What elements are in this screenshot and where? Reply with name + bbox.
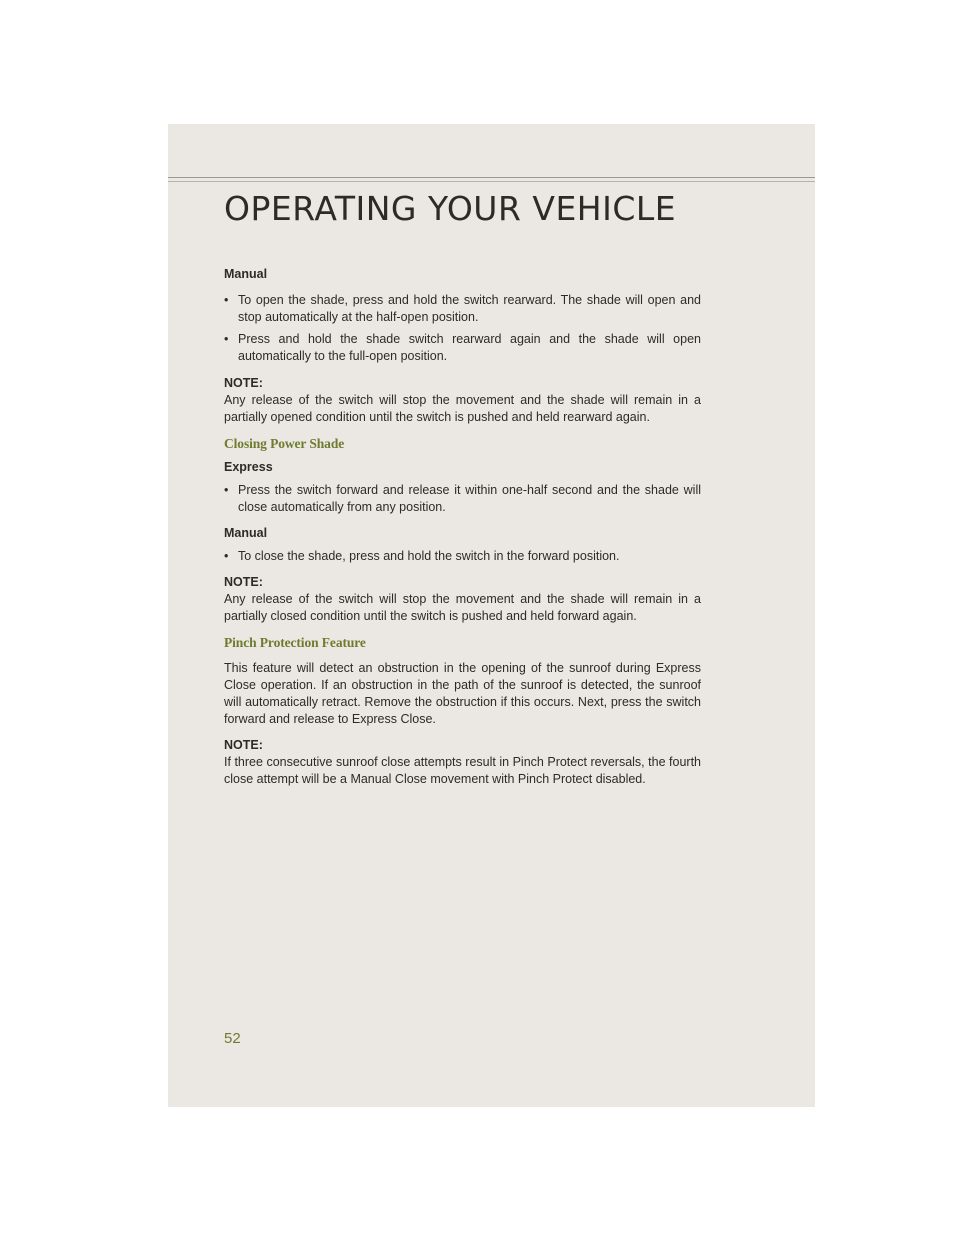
note-label: NOTE: <box>224 376 263 390</box>
list-item-text: To close the shade, press and hold the switch in the forward position. <box>238 549 620 563</box>
list-item-text: Press and hold the shade switch rearward again and the shade will open automatically to the full-open position. <box>238 332 701 363</box>
header-rule-bottom <box>168 181 815 182</box>
manual-close-label: Manual <box>224 526 268 540</box>
manual-close-list <box>224 548 701 565</box>
list-item <box>224 482 701 516</box>
list-item-text: To open the shade, press and hold the switch rearward. The shade will open and stop automatically at the half-open position. <box>238 293 701 324</box>
header-rule-top <box>168 177 815 178</box>
page-content <box>224 266 701 788</box>
closing-power-shade-heading: Closing Power Shade <box>224 436 345 451</box>
pinch-protection-text: This feature will detect an obstruction in the opening of the sunroof during Express Close operation. If an obstruction in the path of the sunroof is detected, the sunroof will automatically retract. Remove the obstruction if this occurs. Next, press the switch forward and release to Express Close. <box>224 661 701 726</box>
page-number: 52 <box>224 1030 241 1047</box>
list-item <box>224 548 701 565</box>
manual-open-label: Manual <box>224 267 268 281</box>
manual-open-list <box>224 292 701 365</box>
manual-page <box>168 124 815 1107</box>
note-label: NOTE: <box>224 575 263 589</box>
list-item <box>224 292 701 326</box>
note-text: Any release of the switch will stop the movement and the shade will remain in a partially opened condition until the switch is pushed and held rearward again. <box>224 393 701 424</box>
note-text: Any release of the switch will stop the movement and the shade will remain in a partially closed condition until the switch is pushed and held forward again. <box>224 592 701 623</box>
section-title: OPERATING YOUR VEHICLE <box>224 189 677 228</box>
list-item <box>224 331 701 365</box>
bullet-glyph: • <box>224 293 229 307</box>
express-list <box>224 482 701 516</box>
note-text: If three consecutive sunroof close attempts result in Pinch Protect reversals, the fourth close attempt will be a Manual Close movement with Pinch Protect disabled. <box>224 755 701 786</box>
bullet-glyph: • <box>224 332 229 346</box>
bullet-glyph: • <box>224 549 229 563</box>
list-item-text: Press the switch forward and release it within one-half second and the shade will close automatically from any position. <box>238 483 701 514</box>
express-label: Express <box>224 460 273 474</box>
note-label: NOTE: <box>224 738 263 752</box>
pinch-protection-heading: Pinch Protection Feature <box>224 635 366 650</box>
bullet-glyph: • <box>224 483 229 497</box>
